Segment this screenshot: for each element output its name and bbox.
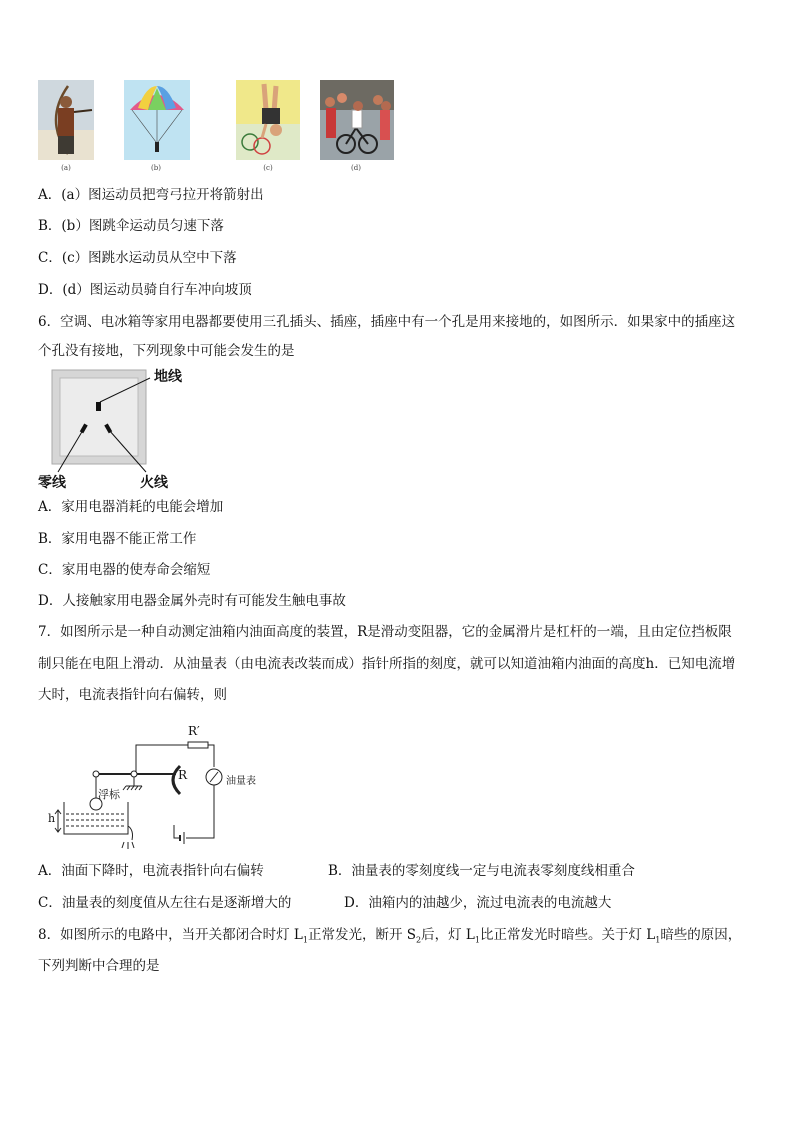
three-pin-socket-figure [38, 364, 198, 492]
parachute-photo [124, 80, 190, 160]
q8-sub-s2: 2 [416, 935, 422, 945]
live-wire-label: 火线 [140, 475, 168, 491]
q5-option-d: D．(d）图运动员骑自行车冲向坡顶 [38, 282, 252, 298]
neutral-wire-label: 零线 [38, 475, 66, 491]
caption-b: (b) [151, 164, 161, 172]
q7-option-c: C．油量表的刻度值从左往右是逐渐增大的 [38, 895, 292, 911]
q8-stem-part4: 比正常发光时暗些。关于灯 L [479, 927, 656, 943]
q6-option-b: B．家用电器不能正常工作 [38, 531, 197, 547]
archer-photo [38, 80, 94, 160]
q5-option-c: C．(c）图跳水运动员从空中下落 [38, 250, 237, 266]
q7-stem-line1: 7．如图所示是一种自动测定油箱内油面高度的装置，R是滑动变阻器，它的金属滑片是杠杆的一端，且由定位挡板限 [38, 624, 732, 640]
caption-c: (c) [263, 164, 273, 172]
r-prime-label: R′ [188, 724, 200, 738]
oil-meter-label: 油量表 [226, 776, 256, 787]
oil-gauge-circuit-figure [38, 722, 278, 852]
q8-sub-l1-c: 1 [655, 935, 661, 945]
caption-d: (d) [351, 164, 361, 172]
q6-option-d: D．人接触家用电器金属外壳时有可能发生触电事故 [38, 593, 346, 609]
q7-option-a: A．油面下降时，电流表指针向右偏转 [38, 863, 264, 879]
q8-stem-line2: 下列判断中合理的是 [38, 958, 160, 974]
q7-option-b: B．油量表的零刻度线一定与电流表零刻度线相重合 [328, 863, 635, 879]
q8-stem-part1: 8．如图所示的电路中，当开关都闭合时灯 L [38, 927, 303, 943]
q7-option-d: D．油箱内的油越少，流过电流表的电流越大 [344, 895, 612, 911]
q5-photo-strip [38, 80, 394, 176]
q6-stem-line2: 个孔没有接地，下列现象中可能会发生的是 [38, 343, 295, 359]
q8-sub-l1: 1 [302, 935, 308, 945]
float-label: 浮标 [98, 788, 120, 801]
q8-stem-part3: 后，灯 L [421, 927, 475, 943]
q6-stem-line1: 6．空调、电冰箱等家用电器都要使用三孔插头、插座，插座中有一个孔是用来接地的，如图所示．如果家中的插座这 [38, 314, 736, 330]
q8-sub-l1-b: 1 [474, 935, 480, 945]
q8-stem-line1 [38, 925, 741, 951]
q7-stem-line2: 制只能在电阻上滑动．从油量表（由电流表改装而成）指针所指的刻度，就可以知道油箱内油面的高度h．已知电流增 [38, 656, 736, 672]
cyclist-photo [320, 80, 394, 160]
q5-option-b: B．(b）图跳伞运动员匀速下落 [38, 218, 224, 234]
ground-wire-label: 地线 [154, 369, 182, 385]
q5-option-a: A．(a）图运动员把弯弓拉开将箭射出 [38, 187, 264, 203]
q6-option-c: C．家用电器的使寿命会缩短 [38, 562, 211, 578]
h-label: h [48, 812, 56, 825]
circuit-drawing [38, 722, 278, 852]
q8-stem-part2: 正常发光，断开 S [307, 927, 416, 943]
r-label: R [178, 768, 188, 782]
diver-photo [236, 80, 300, 160]
q6-option-a: A．家用电器消耗的电能会增加 [38, 499, 224, 515]
q8-stem-part5: 暗些的原因， [660, 927, 742, 943]
q7-stem-line3: 大时，电流表指针向右偏转，则 [38, 687, 227, 703]
caption-a: (a) [61, 164, 71, 172]
